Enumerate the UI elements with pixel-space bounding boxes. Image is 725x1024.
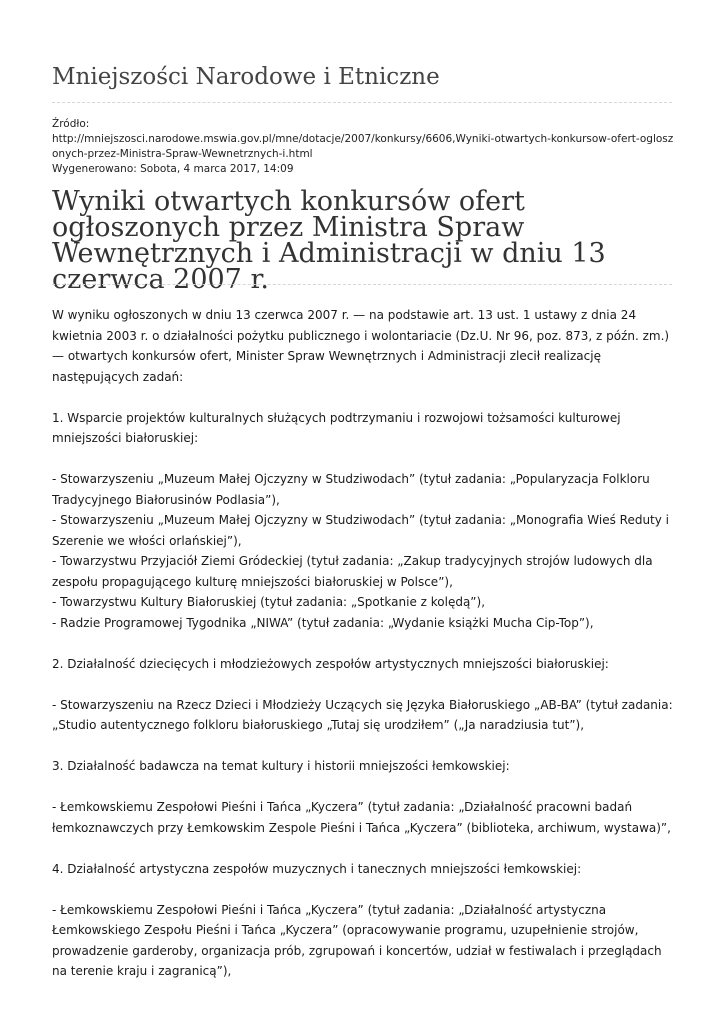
- source-label: Źródło:: [52, 118, 90, 130]
- article-body: [52, 305, 674, 1002]
- section-items: [52, 900, 674, 982]
- section-items: [52, 797, 674, 838]
- section-heading: 3. Działalność badawcza na temat kultury i historii mniejszości łemkowskiej:: [52, 759, 510, 773]
- list-item: - Stowarzyszeniu na Rzecz Dzieci i Młodzieży Uczących się Języka Białoruskiego „AB-BA” (tytuł zadania: „Studio autentycznego folkloru białoruskiego „Tutaj się urodziłem” („Ja naradziusia tut”),: [52, 697, 673, 732]
- section-heading: 2. Działalność dziecięcych i młodzieżowych zespołów artystycznych mniejszości białoruskiej:: [52, 656, 609, 671]
- section-items: [52, 695, 674, 736]
- list-item: - Stowarzyszeniu „Muzeum Małej Ojczyzny w Studziwodach” (tytuł zadania: „Monografia Wieś Reduty i Szerenie we włości orlańskiej”),: [52, 513, 670, 548]
- divider: [52, 102, 672, 103]
- list-item: - Łemkowskiemu Zespołowi Pieśni i Tańca „Kyczera” (tytuł zadania: „Działalność artystyczna Łemkowskiego Zespołu Pieśni i Tańca „Kyczera” (opracowywanie programu, uzupełnienie strojów, prowadzenie garderoby, organizacja prób, zgrupowań i koncertów, udział w festiwalach i przeglądach na terenie kraju i zagranicą”),: [52, 902, 662, 978]
- intro-paragraph: W wyniku ogłoszonych w dniu 13 czerwca 2007 r. — na podstawie art. 13 ust. 1 ustawy z dnia 24 kwietnia 2003 r. o działalności pożytku publicznego i wolontariacie (Dz.U. Nr 96, poz. 873, z późn. zm.) — otwartych konkursów ofert, Minister Spraw Wewnętrznych i Administracji zlecił realizację następujących zadań:: [52, 308, 670, 384]
- generated-date: Wygenerowano: Sobota, 4 marca 2017, 14:09: [52, 163, 294, 175]
- list-item: - Towarzystwu Kultury Białoruskiej (tytuł zadania: „Spotkanie z kolędą”),: [52, 595, 486, 609]
- list-item: - Radzie Programowej Tygodnika „NIWA” (tytuł zadania: „Wydanie książki Mucha Cip-Top”),: [52, 615, 594, 630]
- list-item: - Towarzystwu Przyjaciół Ziemi Gródeckiej (tytuł zadania: „Zakup tradycyjnych strojów ludowych dla zespołu propagującego kulturę mniejszości białoruskiej w Polsce”),: [52, 554, 653, 589]
- source-url[interactable]: http://mniejszosci.narodowe.mswia.gov.pl/mne/dotacje/2007/konkursy/6606,Wyniki-otwartych-konkursow-ofert-ogloszonych-przez-Ministra-Spraw-Wewnetrznych-i.html: [52, 133, 674, 160]
- divider: [52, 284, 672, 285]
- source-meta: [52, 117, 677, 177]
- section-heading: 4. Działalność artystyczna zespołów muzycznych i tanecznych mniejszości łemkowskiej:: [52, 861, 582, 876]
- site-title: Mniejszości Narodowe i Etniczne: [52, 64, 440, 90]
- article-title: Wyniki otwartych konkursów ofert ogłoszonych przez Ministra Spraw Wewnętrznych i Administracji w dniu 13 czerwca 2007 r.: [52, 186, 606, 295]
- list-item: - Stowarzyszeniu „Muzeum Małej Ojczyzny w Studziwodach” (tytuł zadania: „Popularyzacja Folkloru Tradycyjnego Białorusinów Podlasia”),: [52, 472, 650, 507]
- section-heading: 1. Wsparcie projektów kulturalnych służących podtrzymaniu i rozwojowi tożsamości kulturowej mniejszości białoruskiej:: [52, 410, 621, 445]
- section-items: [52, 469, 674, 633]
- list-item: - Łemkowskiemu Zespołowi Pieśni i Tańca „Kyczera” (tytuł zadania: „Działalność pracowni badań łemkoznawczych przy Łemkowskim Zespole Pieśni i Tańca „Kyczera” (biblioteka, archiwum, wystawa)”,: [52, 800, 671, 835]
